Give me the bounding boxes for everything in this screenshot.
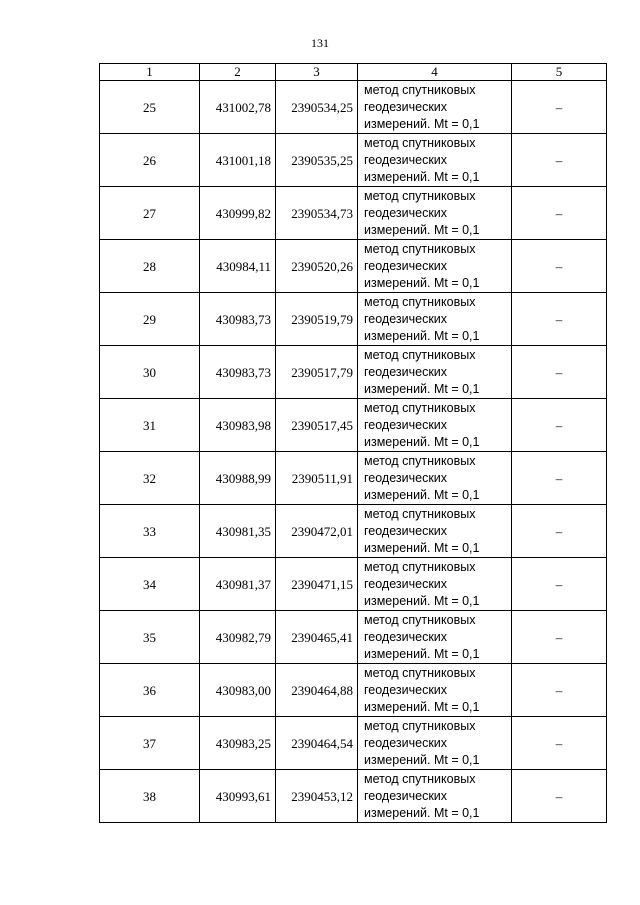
point-number-cell: 30 xyxy=(100,346,200,399)
table-row xyxy=(100,187,607,240)
column-header-2: 2 xyxy=(200,64,276,81)
method-cell: метод спутниковых геодезических измерений. Mt = 0,1 xyxy=(358,81,512,134)
table-row xyxy=(100,558,607,611)
note-cell: – xyxy=(512,81,607,134)
point-number-cell: 33 xyxy=(100,505,200,558)
y-coordinate-cell: 2390519,79 xyxy=(276,293,358,346)
point-number-cell: 25 xyxy=(100,81,200,134)
x-coordinate-cell: 430983,98 xyxy=(200,399,276,452)
page-number: 131 xyxy=(311,36,329,50)
method-cell: метод спутниковых геодезических измерений. Mt = 0,1 xyxy=(358,452,512,505)
y-coordinate-cell: 2390520,26 xyxy=(276,240,358,293)
y-coordinate-cell: 2390534,25 xyxy=(276,81,358,134)
note-cell: – xyxy=(512,187,607,240)
method-cell: метод спутниковых геодезических измерений. Mt = 0,1 xyxy=(358,611,512,664)
note-cell: – xyxy=(512,134,607,187)
x-coordinate-cell: 430983,25 xyxy=(200,717,276,770)
table-row xyxy=(100,611,607,664)
x-coordinate-cell: 430983,00 xyxy=(200,664,276,717)
table-row xyxy=(100,505,607,558)
y-coordinate-cell: 2390465,41 xyxy=(276,611,358,664)
table-row xyxy=(100,770,607,823)
method-cell: метод спутниковых геодезических измерений. Mt = 0,1 xyxy=(358,187,512,240)
note-cell: – xyxy=(512,346,607,399)
table-row xyxy=(100,134,607,187)
point-number-cell: 26 xyxy=(100,134,200,187)
method-cell: метод спутниковых геодезических измерений. Mt = 0,1 xyxy=(358,770,512,823)
column-header-1: 1 xyxy=(100,64,200,81)
x-coordinate-cell: 431002,78 xyxy=(200,81,276,134)
point-number-cell: 37 xyxy=(100,717,200,770)
table-row xyxy=(100,240,607,293)
note-cell: – xyxy=(512,611,607,664)
x-coordinate-cell: 430988,99 xyxy=(200,452,276,505)
method-cell: метод спутниковых геодезических измерений. Mt = 0,1 xyxy=(358,293,512,346)
point-number-cell: 34 xyxy=(100,558,200,611)
table-row xyxy=(100,81,607,134)
method-cell: метод спутниковых геодезических измерений. Mt = 0,1 xyxy=(358,399,512,452)
point-number-cell: 27 xyxy=(100,187,200,240)
y-coordinate-cell: 2390535,25 xyxy=(276,134,358,187)
x-coordinate-cell: 430981,37 xyxy=(200,558,276,611)
note-cell: – xyxy=(512,558,607,611)
y-coordinate-cell: 2390534,73 xyxy=(276,187,358,240)
note-cell: – xyxy=(512,293,607,346)
y-coordinate-cell: 2390453,12 xyxy=(276,770,358,823)
note-cell: – xyxy=(512,452,607,505)
y-coordinate-cell: 2390472,01 xyxy=(276,505,358,558)
table-row xyxy=(100,717,607,770)
point-number-cell: 38 xyxy=(100,770,200,823)
method-cell: метод спутниковых геодезических измерений. Mt = 0,1 xyxy=(358,134,512,187)
y-coordinate-cell: 2390517,45 xyxy=(276,399,358,452)
table-header-row xyxy=(100,64,607,81)
method-cell: метод спутниковых геодезических измерений. Mt = 0,1 xyxy=(358,346,512,399)
method-cell: метод спутниковых геодезических измерений. Mt = 0,1 xyxy=(358,505,512,558)
x-coordinate-cell: 430981,35 xyxy=(200,505,276,558)
method-cell: метод спутниковых геодезических измерений. Mt = 0,1 xyxy=(358,717,512,770)
note-cell: – xyxy=(512,505,607,558)
x-coordinate-cell: 430984,11 xyxy=(200,240,276,293)
point-number-cell: 28 xyxy=(100,240,200,293)
table-row xyxy=(100,346,607,399)
table-row xyxy=(100,399,607,452)
point-number-cell: 35 xyxy=(100,611,200,664)
y-coordinate-cell: 2390517,79 xyxy=(276,346,358,399)
x-coordinate-cell: 430999,82 xyxy=(200,187,276,240)
point-number-cell: 31 xyxy=(100,399,200,452)
note-cell: – xyxy=(512,664,607,717)
x-coordinate-cell: 430993,61 xyxy=(200,770,276,823)
note-cell: – xyxy=(512,399,607,452)
point-number-cell: 36 xyxy=(100,664,200,717)
table-row xyxy=(100,452,607,505)
table-row xyxy=(100,293,607,346)
note-cell: – xyxy=(512,770,607,823)
method-cell: метод спутниковых геодезических измерений. Mt = 0,1 xyxy=(358,240,512,293)
y-coordinate-cell: 2390464,54 xyxy=(276,717,358,770)
x-coordinate-cell: 430983,73 xyxy=(200,346,276,399)
point-number-cell: 29 xyxy=(100,293,200,346)
y-coordinate-cell: 2390464,88 xyxy=(276,664,358,717)
y-coordinate-cell: 2390471,15 xyxy=(276,558,358,611)
column-header-4: 4 xyxy=(358,64,512,81)
column-header-3: 3 xyxy=(276,64,358,81)
note-cell: – xyxy=(512,240,607,293)
table-row xyxy=(100,664,607,717)
x-coordinate-cell: 430983,73 xyxy=(200,293,276,346)
y-coordinate-cell: 2390511,91 xyxy=(276,452,358,505)
coordinates-table xyxy=(99,63,607,823)
x-coordinate-cell: 431001,18 xyxy=(200,134,276,187)
note-cell: – xyxy=(512,717,607,770)
point-number-cell: 32 xyxy=(100,452,200,505)
method-cell: метод спутниковых геодезических измерений. Mt = 0,1 xyxy=(358,664,512,717)
column-header-5: 5 xyxy=(512,64,607,81)
method-cell: метод спутниковых геодезических измерений. Mt = 0,1 xyxy=(358,558,512,611)
table-body xyxy=(100,81,607,823)
x-coordinate-cell: 430982,79 xyxy=(200,611,276,664)
